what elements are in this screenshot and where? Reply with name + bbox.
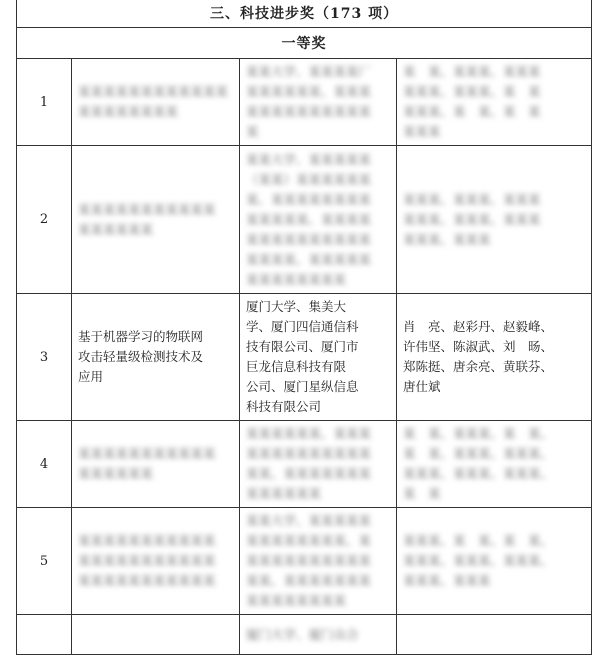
completing-units: [240, 59, 397, 146]
completing-people-line: 某 某: [403, 486, 441, 501]
completing-units-line: 科技有限公司: [246, 399, 322, 414]
completing-people-line: 某某某、某某某: [403, 231, 491, 247]
completing-units-line: 某某、某某某某某某某: [246, 573, 372, 588]
completing-people-line: 郑陈挺、唐余亮、黄联芬、: [403, 359, 554, 374]
project-name: [72, 59, 240, 146]
row-number: 3: [17, 294, 72, 421]
completing-units-line: 某某某某某某某某某某: [246, 104, 372, 119]
completing-units-line: 某: [246, 124, 259, 139]
completing-people-line: 某某某、某某某、某某某、: [403, 466, 554, 481]
project-name-line: 某某某某某某某某某某某: [78, 553, 216, 568]
project-name: [72, 294, 240, 421]
award-level-row: [17, 28, 592, 59]
completing-people-line: 肖 亮、赵彩丹、赵毅峰、: [403, 319, 554, 334]
project-name-line: 攻击轻量级检测技术及: [78, 349, 204, 364]
table-row: [17, 294, 592, 421]
completing-units: [240, 294, 397, 421]
completing-units-line: 某某某某某某: [246, 486, 322, 501]
completing-people-line: 许伟坚、陈淑武、刘 旸、: [403, 339, 554, 354]
row-number: 5: [17, 508, 72, 615]
completing-units-line: 某某某某某、某某某某: [246, 211, 372, 227]
completing-units: [240, 508, 397, 615]
completing-units-line: 厦门大学、厦门众合: [246, 626, 359, 642]
completing-units-line: 某某某某某某某某某某: [246, 553, 372, 568]
awards-table: [16, 0, 592, 655]
completing-units-line: 某某某某某某某某某某: [246, 231, 372, 247]
completing-people: [397, 294, 592, 421]
completing-units-line: 某、某某某某某某某某: [246, 191, 372, 207]
row-number: [17, 615, 72, 655]
completing-units-line: 厦门大学、集美大: [246, 299, 347, 314]
completing-people: [397, 59, 592, 146]
completing-people-line: 某某某、某某某、某某某、: [403, 553, 554, 568]
award-level-heading: 一等奖: [17, 28, 592, 59]
completing-people: [397, 421, 592, 508]
table-row: [17, 421, 592, 508]
completing-people-line: 某某某: [403, 124, 441, 139]
completing-people-line: 某某某、某某某、某 某: [403, 84, 541, 99]
completing-units: [240, 146, 397, 294]
project-name: [72, 615, 240, 655]
completing-people-line: 某某某、某某某: [403, 573, 491, 588]
section-title: 三、科技进步奖（173 项）: [17, 0, 592, 28]
completing-people: [397, 146, 592, 294]
completing-units: [240, 615, 397, 655]
project-name: [72, 146, 240, 294]
project-name-line: 某某某某某某某某某某某某: [78, 84, 229, 99]
completing-units-line: 某某某某某某某某某某: [246, 446, 372, 461]
project-name-line: 应用: [78, 369, 104, 384]
completing-people-line: 唐仕斌: [403, 379, 441, 394]
table-row: [17, 508, 592, 615]
section-title-row: [17, 0, 592, 28]
completing-people-line: 某某某、某 某、某 某、: [403, 533, 554, 548]
project-name-line: 某某某某某某某某某某某: [78, 201, 216, 217]
completing-units-line: 学、厦门四信通信科: [246, 319, 359, 334]
completing-units-line: 巨龙信息科技有限: [246, 359, 347, 374]
row-number: 4: [17, 421, 72, 508]
completing-units-line: （某某）某某某某某某: [246, 171, 372, 187]
completing-people-line: 某某某、某某某、某某某: [403, 211, 541, 227]
project-name-line: 某某某某某某: [78, 221, 154, 237]
completing-units: [240, 421, 397, 508]
completing-people-line: 某某某、某 某、某 某: [403, 104, 541, 119]
completing-units-line: 某某某某某某某某: [246, 271, 347, 287]
completing-people: [397, 615, 592, 655]
table-row: [17, 615, 592, 655]
row-number: 1: [17, 59, 72, 146]
table-row: [17, 146, 592, 294]
table-row: [17, 59, 592, 146]
completing-people-line: 某 某、某某某、某 某、: [403, 426, 554, 441]
project-name: [72, 421, 240, 508]
project-name-line: 某某某某某某某某某某某: [78, 533, 216, 548]
completing-people-line: 某 某、某某某、某某某、: [403, 446, 554, 461]
completing-units-line: 某某某某某某某某: [246, 593, 347, 608]
row-number: 2: [17, 146, 72, 294]
completing-units-line: 某某某某、某某某某某: [246, 251, 372, 267]
completing-units-line: 某某大学、某某某某某: [246, 151, 372, 167]
completing-units-line: 某某某某某某、某某某: [246, 84, 372, 99]
project-name-line: 基于机器学习的物联网: [78, 329, 204, 344]
completing-units-line: 技有限公司、厦门市: [246, 339, 359, 354]
completing-people-line: 某 某、某某某、某某某: [403, 64, 541, 79]
project-name-line: 某某某某某某某某: [78, 104, 179, 119]
project-name-line: 某某某某某某: [78, 466, 154, 481]
completing-units-line: 某某大学、某某某某厂: [246, 64, 372, 79]
completing-units-line: 某某大学、某某某某某: [246, 513, 372, 528]
project-name-line: 某某某某某某某某某某某: [78, 573, 216, 588]
completing-units-line: 某某某某某某某某、某: [246, 533, 372, 548]
completing-units-line: 公司、厦门星纵信息: [246, 379, 359, 394]
completing-units-line: 某某某某某某、某某某: [246, 426, 372, 441]
completing-people: [397, 508, 592, 615]
completing-units-line: 某某、某某某某某某某: [246, 466, 372, 481]
project-name: [72, 508, 240, 615]
project-name-line: 某某某某某某某某某某某: [78, 446, 216, 461]
completing-people-line: 某某某、某某某、某某某: [403, 191, 541, 207]
